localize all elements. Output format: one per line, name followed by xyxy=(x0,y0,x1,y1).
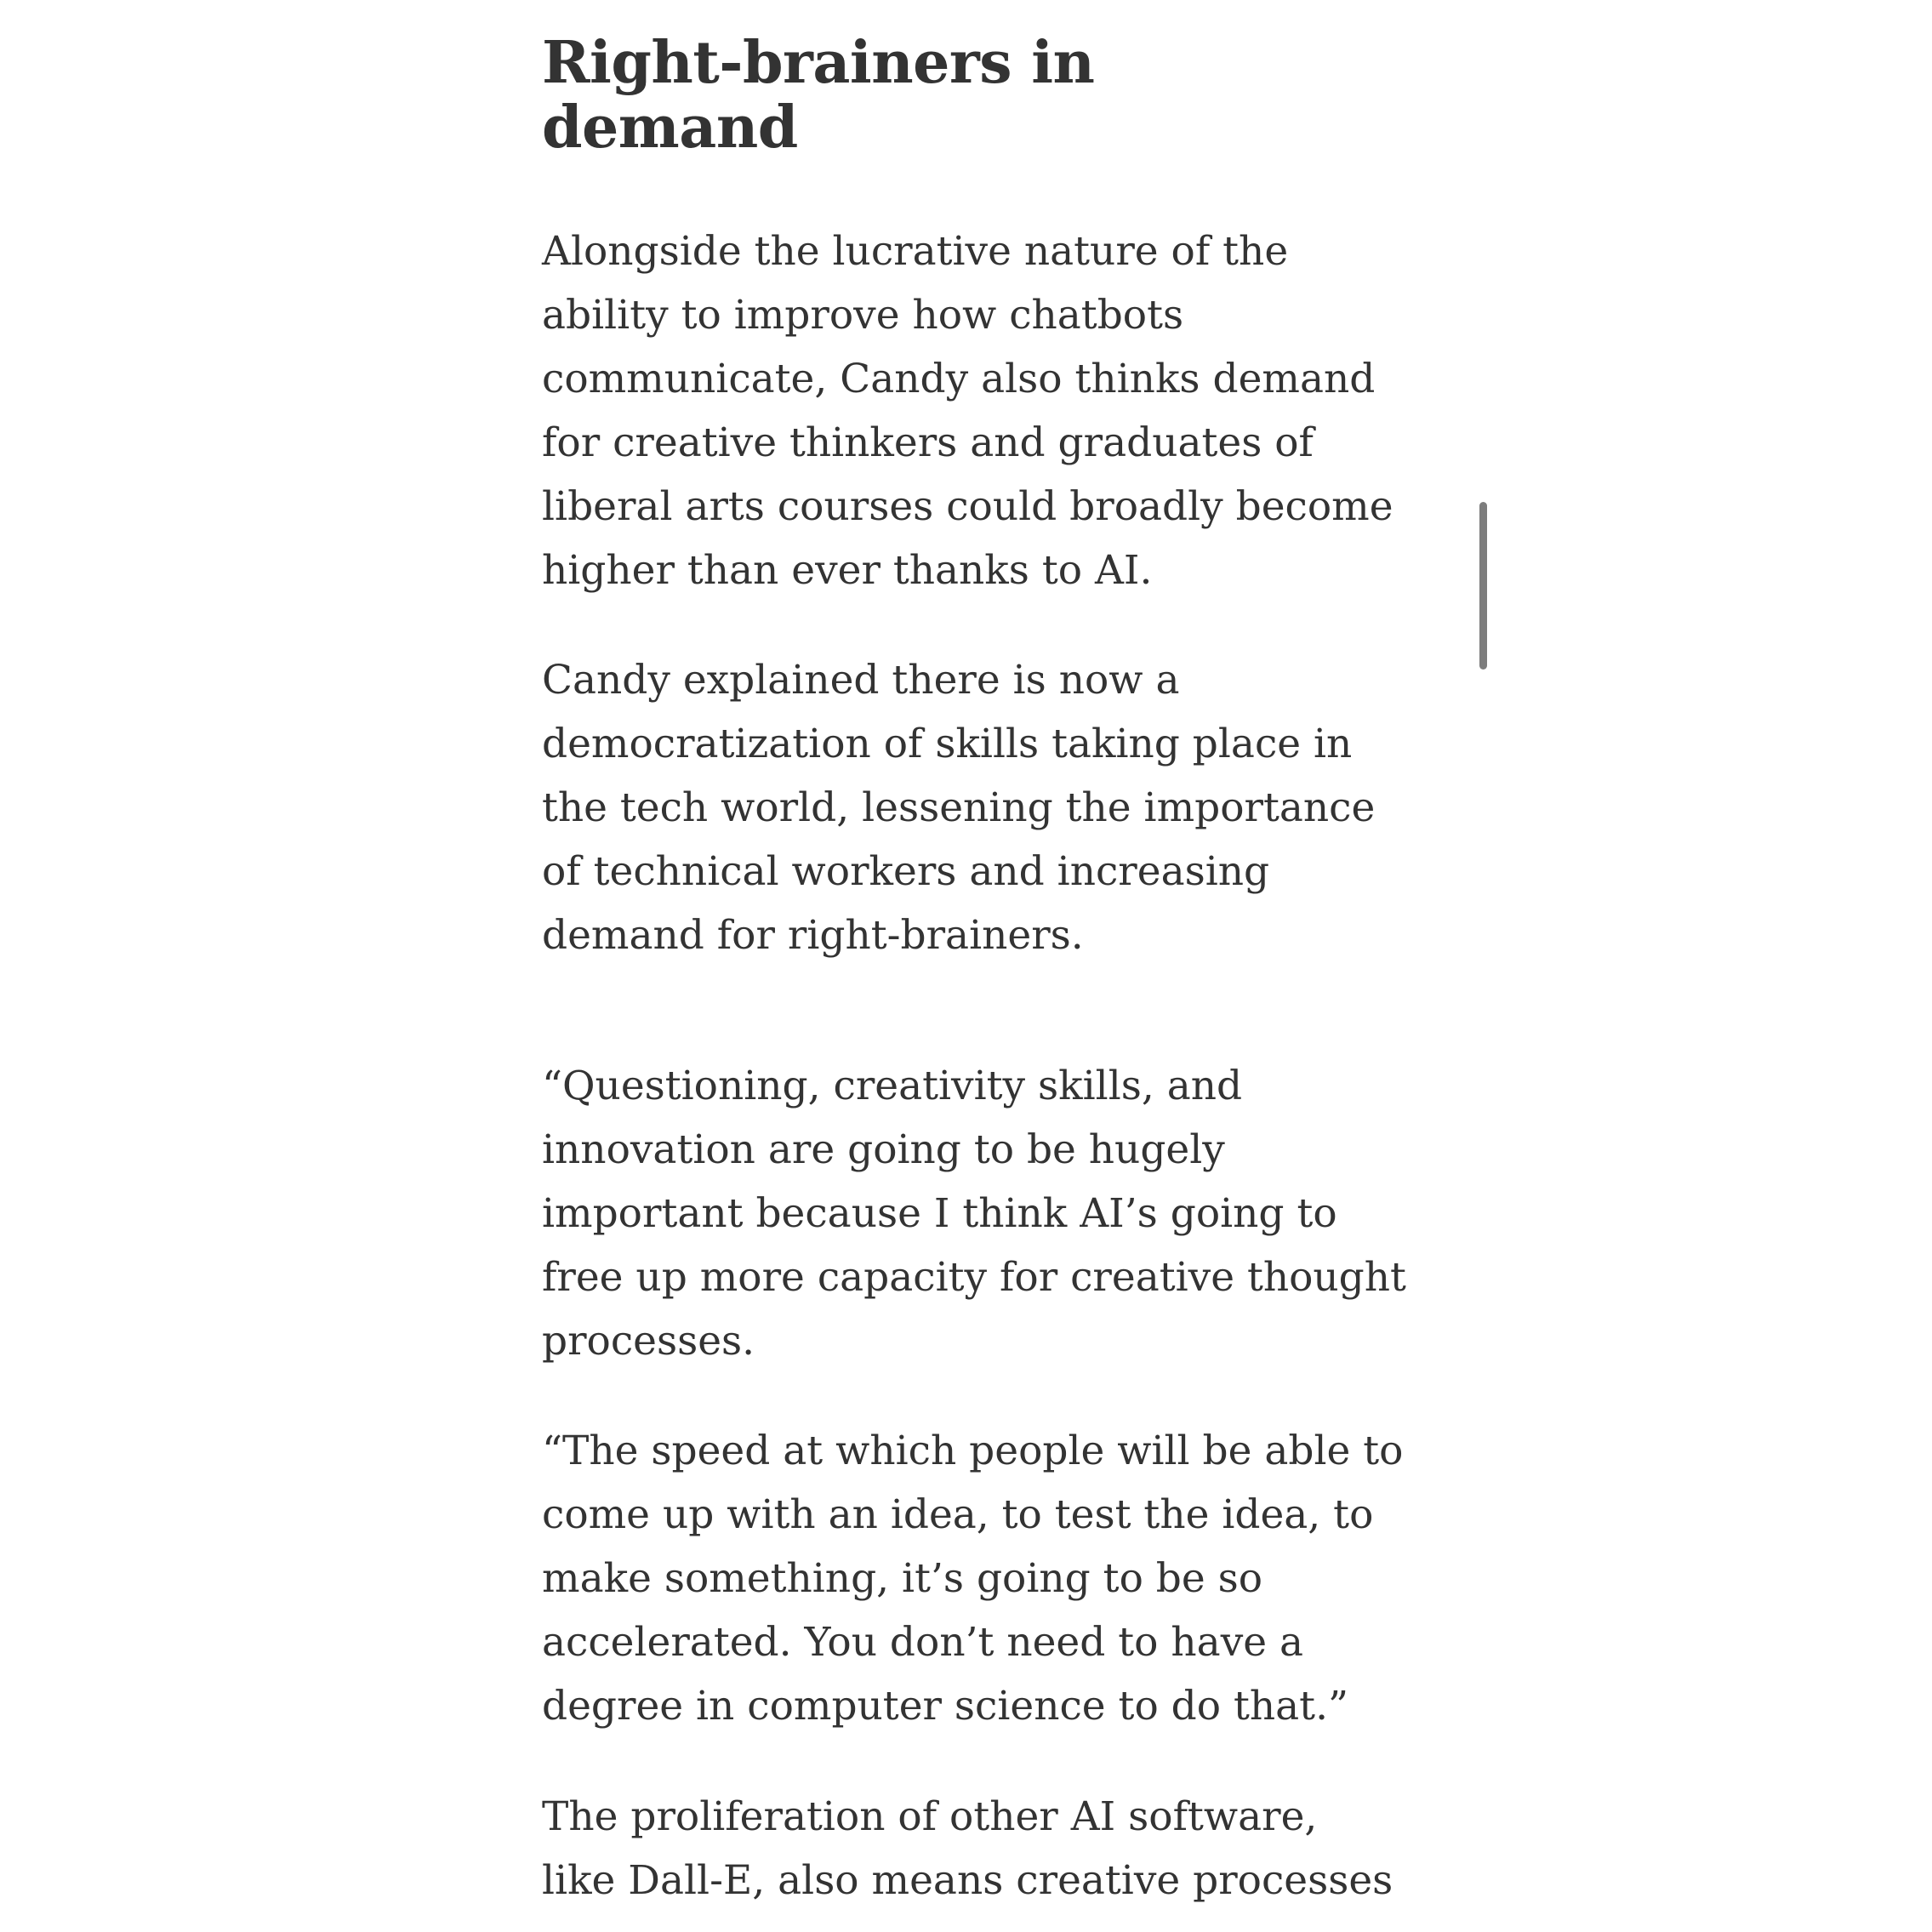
paragraph xyxy=(542,1054,1406,1373)
text-line: innovation are going to be hugely xyxy=(542,1126,1225,1173)
text-line: The proliferation of other AI software, xyxy=(542,1793,1318,1840)
heading-line: Right-brainers in xyxy=(542,29,1095,97)
text-line: like Dall-E, also means creative processes xyxy=(542,1857,1393,1904)
text-line: the tech world, lessening the importance xyxy=(542,784,1376,831)
text-line: Candy explained there is now a xyxy=(542,657,1180,704)
scrollbar-thumb[interactable] xyxy=(1479,502,1487,670)
text-line: democratization of skills taking place in xyxy=(542,721,1353,767)
section-heading xyxy=(542,0,1461,160)
text-line: higher than ever thanks to AI. xyxy=(542,547,1153,594)
heading-line: demand xyxy=(542,94,798,162)
text-line: degree in computer science to do that.” xyxy=(542,1683,1349,1730)
text-line: liberal arts courses could broadly become xyxy=(542,483,1393,530)
text-line: “The speed at which people will be able to xyxy=(542,1428,1404,1474)
text-line: for creative thinkers and graduates of xyxy=(542,419,1314,466)
article-body xyxy=(542,0,1461,1904)
text-line: “Questioning, creativity skills, and xyxy=(542,1063,1243,1109)
text-line: ability to improve how chatbots xyxy=(542,292,1184,339)
paragraph xyxy=(542,1419,1403,1738)
text-line: important because I think AI’s going to xyxy=(542,1190,1337,1237)
text-line: of technical workers and increasing xyxy=(542,848,1270,895)
text-line: demand for right-brainers. xyxy=(542,912,1084,959)
text-line: accelerated. You don’t need to have a xyxy=(542,1619,1304,1666)
paragraph xyxy=(542,219,1393,602)
paragraph xyxy=(542,648,1375,967)
text-line: make something, it’s going to be so xyxy=(542,1555,1263,1602)
text-line: processes. xyxy=(542,1318,755,1365)
text-line: Alongside the lucrative nature of the xyxy=(542,228,1289,275)
text-line: communicate, Candy also thinks demand xyxy=(542,356,1376,402)
text-line: come up with an idea, to test the idea, to xyxy=(542,1491,1374,1538)
text-line: free up more capacity for creative thought xyxy=(542,1254,1406,1301)
paragraph xyxy=(542,1785,1393,1912)
